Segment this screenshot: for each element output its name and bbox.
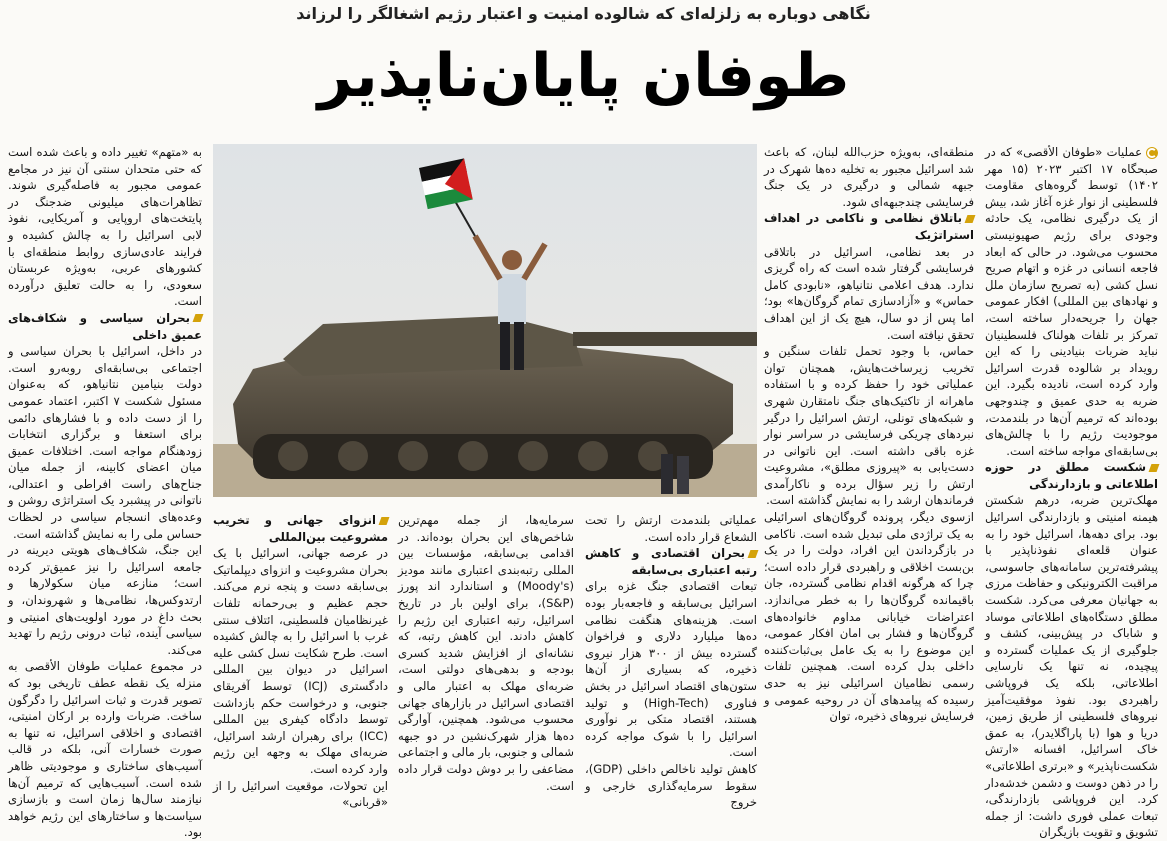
col3-paragraph-2: تبعات اقتصادی جنگ غزه برای اسرائیل بی‌سابقه و فاجعه‌بار بوده است. هزینه‌های هنگفت نظامی ده‌ها میلیارد دلاری و فراخوان گسترده بیش از ۳۰۰ هزار نیروی ذخیره، که بسیاری از آن‌ها ستون‌های اقتصاد اسرائیل در بخش فناوری (High-Tech) و تولید هستند، اقتصاد متکی بر نوآوری اسرائیل را با شوک مواجه کرده است. <box>585 579 758 760</box>
col6-paragraph-1: به «متهم» تغییر داده و باعث شده است که حتی متحدان سنتی آن نیز در مجامع عمومی مجبور به فاصله‌گیری شوند. تظاهرات‌های میلیونی ضدجنگ در پایتخت‌های اروپایی و آمریکایی، نفوذ لابی اسرائیل را به چالش کشیده و فرایند عادی‌سازی روابط منطقه‌ای با کشورهای عربی، به‌ویژه عربستان سعودی، را به حالت تعلیق درآورده است. <box>8 145 202 309</box>
kicker-subtitle: نگاهی دوباره به زلزله‌ای که شالوده امنیت و اعتبار رژیم اشغالگر را لرزاند <box>296 4 871 23</box>
page-headline: طوفان پایان‌ناپذیر <box>317 41 850 111</box>
col3-paragraph-1: عملیاتی بلندمدت ارتش را تحت الشعاع قرار داده است. <box>585 513 757 544</box>
col3-subheading: بحران اقتصادی و کاهش رتبه اعتباری بی‌سابقه <box>585 546 757 577</box>
article-column-3 <box>585 512 758 810</box>
article-column-6 <box>8 144 203 840</box>
col2-paragraph-3: حماس، با وجود تحمل تلفات سنگین و تخریب زیرساخت‌هایش، همچنان توان عملیاتی خود را حفظ کرده و با استفاده ماهرانه از تاکتیک‌های جنگ نامتقارن شهری و شبکه‌های تونلی، ارتش اسرائیل را درگیر نبردهای چریکی فرسایشی در سراسر نوار غزه باقی داشته است. این ناتوانی در دست‌یابی به «پیروزی مطلق»، مشروعیت ارتش را زیر سؤال برده و ناکارآمدی فرماندهان ارشد را به نمایش گذاشته است. <box>764 344 974 508</box>
article-column-4 <box>398 512 574 793</box>
article-column-5 <box>213 512 388 810</box>
subheading-marker-icon <box>379 517 390 525</box>
col2-paragraph-2: در بعد نظامی، اسرائیل در باتلاقی فرسایشی گرفتار شده است که راه گریزی ندارد. هدف اعلامی نتانیاهو، «نابودی کامل حماس» و «آزادسازی تمام گروگان‌ها» بود؛ اما پس از دو سال، هیچ یک از این اهداف تحقق نیافته است. <box>764 244 974 342</box>
tank-flag-photo <box>213 144 757 497</box>
lead-marker-icon <box>1146 147 1158 159</box>
subheading-marker-icon <box>1149 464 1160 472</box>
col5-paragraph-1: در عرصه جهانی، اسرائیل با یک بحران مشروعیت و انزوای دیپلماتیک بی‌سابقه دست و پنجه نرم می‌کند. حجم عظیم و بی‌رحمانه تلفات غیرنظامیان فلسطینی، ائتلاف سنتی غرب با اسرائیل را به چالش کشیده است. طرح شکایت نسل کشی علیه اسرائیل در دیوان بین المللی دادگستری (ICJ) توسط آفریقای جنوبی، و درخواست حکم بازداشت توسط دادگاه کیفری بین المللی (ICC) برای رهبران ارشد اسرائیل، ضربه‌ای مهلک به وجهه این رژیم وارد کرده است. <box>213 546 388 776</box>
col6-paragraph-4: در مجموع عملیات طوفان الأقصی به منزله یک نقطه عطف تاریخی بود که تصویر قدرت و ثبات اسرائیل را دگرگون ساخت. ضربات وارده بر ارکان امنیتی، اقتصادی و اخلاقی اسرائیل، نه تنها به صورت خسارات آنی، بلکه در قالب آسیب‌های ساختاری و موجودیتی ظاهر شده است. آسیب‌هایی که ترمیم آن‌ها نیازمند سال‌ها زمان است و بازسازی سیاست‌ها و ساختارهای این رژیم خواهد بود. <box>8 659 202 840</box>
col6-paragraph-3: این جنگ، شکاف‌های هویتی دیرینه در جامعه اسرائیل را نیز عمیق‌تر کرده است؛ منازعه میان سکولارها و ارتدوکس‌ها، نظامی‌ها و شهروندان، و بحث داغ در مورد اولویت‌های امنیتی و سیاسی آینده، ثبات درونی رژیم را تهدید می‌کند. <box>8 543 202 657</box>
subheading-marker-icon <box>748 550 759 558</box>
col1-paragraph-1: عملیات «طوفان الأقصی» که در صبحگاه ۱۷ اکتبر ۲۰۲۳ (۱۵ مهر ۱۴۰۲) توسط گروه‌های مقاومت فلسطینی از نوار غزه آغاز شد، بیش از یک درگیری نظامی، یک حادثه وجودی برای رژیم صهیونیستی محسوب می‌شود. در حالی که ابعاد فاجعه انسانی در غزه و اتهام صریح نسل کشی (به تصریح سازمان ملل و نهادهای بین المللی) افکار عمومی جهان را جریحه‌دار ساخته است، تمرکز بر تلفات هولناک فلسطینیان نباید ضربات بنیادینی را که این رویداد بر شالوده قدرت اسرائیل وارد کرده است، نادیده بگیرد. این ضربه به حدی عمیق و چندوجهی بوده‌اند که ترمیم آن‌ها در بلندمدت، موجودیت رژیم را با چالش‌های بی‌سابقه‌ای مواجه ساخته است. <box>985 145 1158 458</box>
col2-subheading: باتلاق نظامی و ناکامی در اهداف استراتژیک <box>764 211 974 242</box>
col3-paragraph-3: کاهش تولید ناخالص داخلی (GDP)، سقوط سرمایه‌گذاری خارجی و خروج <box>585 761 757 810</box>
col5-paragraph-2: این تحولات، موقعیت اسرائیل را از «قربانی» <box>213 778 388 810</box>
subheading-marker-icon <box>965 215 976 223</box>
col2-paragraph-1: منطقه‌ای، به‌ویژه حزب‌الله لبنان، که باعث شد اسرائیل مجبور به تخلیه ده‌ها شهرک در جبهه شمالی و درگیری در یک جنگ فرسایشی چندجبهه‌ای شود. <box>764 145 974 209</box>
col4-paragraph-1: سرمایه‌ها، از جمله مهم‌ترین شاخص‌های این بحران بوده‌اند. در اقدامی بی‌سابقه، مؤسسات بین المللی رتبه‌بندی اعتباری مانند مودیز (Moody's) و استاندارد اند پورز (S&P)، برای اولین بار در تاریخ اسرائیل، رتبه اعتباری این رژیم را کاهش دادند. این کاهش رتبه، که نشانه‌ای از افزایش شدید کسری بودجه و بدهی‌های دولتی است، ضربه‌ای مهلک به اعتبار مالی و اقتصادی اسرائیل در بازارهای جهانی محسوب می‌شود. همچنین، آوارگی ده‌ها هزار شهرک‌نشین در دو جبهه شمالی و جنوبی، بار مالی و اجتماعی مضاعفی را بر دوش دولت قرار داده است. <box>398 513 574 793</box>
article-column-1 <box>985 144 1158 840</box>
col5-subheading: انزوای جهانی و تخریب مشروعیت بین‌المللی <box>213 513 388 544</box>
col6-paragraph-2: در داخل، اسرائیل با بحران سیاسی و اجتماعی بی‌سابقه‌ای روبه‌رو است. دولت بنیامین نتانیاهو، که به‌عنوان مسئول شکست ۷ اکتبر، اعتماد عمومی را از دست داده و با فشارهای دائمی برای استعفا و برگزاری انتخابات زودهنگام مواجه است. اختلافات عمیق میان اعضای کابینه، از جمله میان جناح‌های راست افراطی و اعتدالی، ناتوانی در پیشبرد یک استراتژی روشن و وعده‌های انسجام سیاسی در لحظات حساس ملی را به نمایش گذاشته است. <box>8 344 203 541</box>
col1-subheading: شکست مطلق در حوزه اطلاعاتی و بازدارندگی <box>985 460 1158 491</box>
article-column-2 <box>764 144 974 772</box>
subheading-marker-icon <box>193 314 204 322</box>
col2-paragraph-4: ازسوی دیگر، پرونده گروگان‌های اسرائیلی به یک تراژدی ملی تبدیل شده است. ناکامی در بازگرداندن این افراد، دولت را در یک بن‌بست اخلاقی و راهبردی قرار داده است؛ چرا که هرگونه اقدام نظامی گسترده، جان باقیمانده گروگان‌ها را به خطر می‌اندازد. اعتراضات خیابانی مداوم خانواده‌های گروگان‌ها و فشار بی امان افکار عمومی، این موضوع را به یک عامل بی‌ثبات‌کننده داخلی بدل کرده است. همچنین تلفات رسمی نظامیان اسرائیلی نیز به حدی رسیده که پیامدهای آن در روحیه عمومی و فرسایش نیروهای ذخیره، توان <box>764 510 974 724</box>
col6-subheading: بحران سیاسی و شکاف‌های عمیق داخلی <box>8 310 202 342</box>
col1-paragraph-2: مهلک‌ترین ضربه، درهم شکستن هیمنه امنیتی و بازدارندگی اسرائیل بود. برای دهه‌ها، اسرائیل خود را به عنوان قلعه‌ای نفوذناپذیر با پیشرفته‌ترین سامانه‌های جاسوسی، مراقبت الکترونیکی و حفاظت مرزی به جهانیان معرفی می‌کرد. شکست مطلق دستگاه‌های اطلاعاتی موساد و شاباک در پیش‌بینی، کشف و جلوگیری از یک عملیات گسترده و پیچیده، نه تنها یک نارسایی اطلاعاتی، بلکه یک فروپاشی راهبردی بود. نفوذ موفقیت‌آمیز نیروهای فلسطینی از طریق زمین، دریا و هوا (با پاراگلایدر)، به عمق خاک اسرائیل، افسانه «ارتش شکست‌ناپذیر» و «برتری اطلاعاتی» را در ذهن دوست و دشمن خدشه‌دار کرد. این فروپاشی بازدارندگی، تبعات عملی فوری داشت: از جمله تشویق و تقویت بازیگران <box>985 493 1158 840</box>
